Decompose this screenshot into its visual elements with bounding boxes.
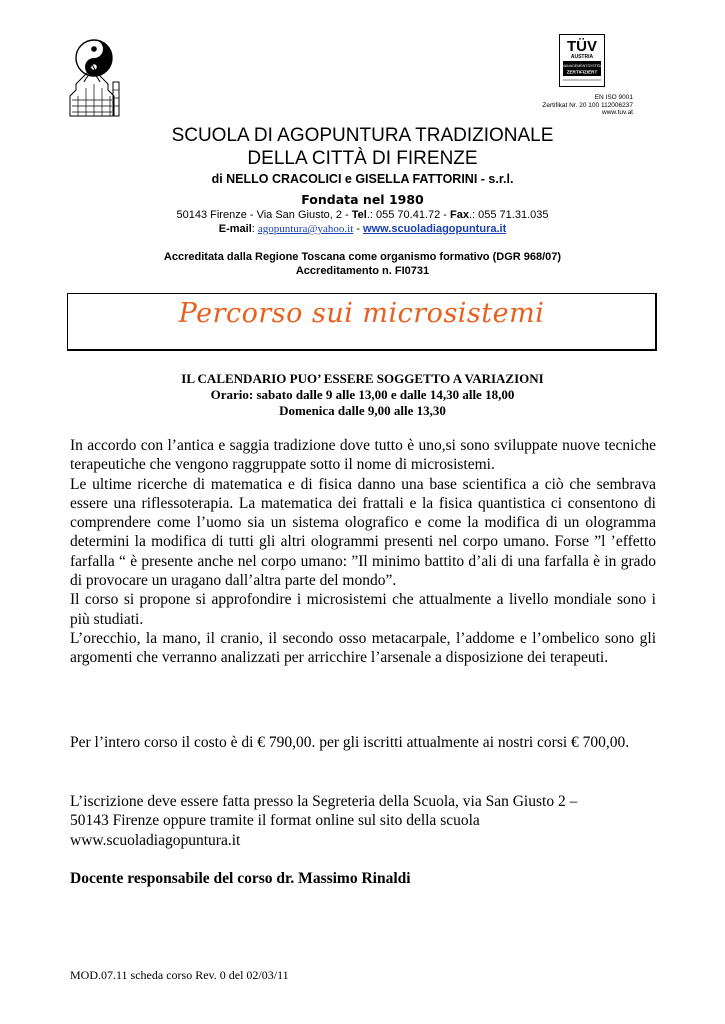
enrollment-website: www.scuoladiagopuntura.it: [70, 831, 241, 849]
tuv-badge-line1: MANAGEMENTSYSTEM: [561, 64, 603, 68]
tel-label: Tel: [351, 209, 367, 221]
email-link[interactable]: agopuntura@yahoo.it: [257, 223, 354, 235]
address-street: 50143 Firenze - Via San Giusto, 2 -: [176, 209, 352, 221]
enrollment-info: [70, 792, 656, 850]
course-description: [70, 436, 656, 668]
paragraph-intro: In accordo con l’antica e saggia tradizione dove tutto è uno,si sono sviluppate nuove tecniche terapeutiche che vengono raggruppate sotto il nome di microsistemi.: [70, 437, 656, 474]
school-address: [0, 209, 725, 221]
accreditation-line2: Accreditamento n. FI0731: [295, 265, 430, 277]
calendar-notice: IL CALENDARIO PUO’ ESSERE SOGGETTO A VARIAZIONI: [181, 371, 544, 386]
email-label: E-mail: [218, 223, 252, 235]
document-footer: MOD.07.11 scheda corso Rev. 0 del 02/03/11: [70, 968, 289, 982]
tuv-certification-logo: [559, 34, 605, 87]
tuv-country: AUSTRIA: [570, 54, 594, 60]
tuv-brand: TÜV: [567, 38, 597, 55]
tuv-certificate-number: Zertifikat Nr. 20 100 112006237: [542, 101, 633, 109]
enrollment-line1: L’iscrizione deve essere fatta presso la Segreteria della Scuola, via San Giusto 2 –: [70, 793, 578, 810]
school-owners: di NELLO CRACOLICI e GISELLA FATTORINI - s.r.l.: [211, 172, 514, 186]
enrollment-line2: 50143 Firenze oppure tramite il format online sul sito della scuola: [70, 812, 480, 830]
school-logo: [66, 38, 126, 118]
paragraph-goal: Il corso si propone si approfondire i microsistemi che attualmente a livello mondiale sono i più studiati.: [70, 591, 656, 628]
founded-year: Fondata nel 1980: [301, 192, 424, 207]
course-title: Percorso sui microsistemi: [178, 298, 545, 329]
contact-dash: -: [353, 223, 364, 235]
tuv-iso: EN ISO 9001: [594, 94, 633, 101]
course-cost: Per l’intero corso il costo è di € 790,00. per gli iscritti attualmente ai nostri corsi € 700,00.: [70, 734, 630, 751]
paragraph-topics: L’orecchio, la mano, il cranio, il secondo osso metacarpale, l’addome e l’ombelico sono gli argomenti che verranno analizzati per arricchire l’arsenale a disposizione dei terapeuti.: [70, 629, 656, 667]
tuv-url: www.tuv.at: [602, 109, 633, 117]
fax-value: .: 055 71.31.035: [468, 209, 549, 221]
school-name-line1: SCUOLA DI AGOPUNTURA TRADIZIONALE: [171, 125, 554, 146]
tel-value: .: 055 70.41.72 -: [366, 209, 451, 221]
hours-saturday: Orario: sabato dalle 9 alle 13,00 e dalle 14,30 alle 18,00: [210, 387, 515, 402]
tuv-badge-line2: ZERTIFIZIERT: [566, 69, 598, 75]
course-title-box: [67, 293, 657, 351]
fax-label: Fax: [450, 209, 469, 221]
accreditation-line1: Accreditata dalla Regione Toscana come organismo formativo (DGR 968/07): [163, 251, 562, 263]
tuv-certificate-info: [521, 94, 633, 117]
hours-sunday: Domenica dalle 9,00 alle 13,30: [279, 403, 446, 418]
school-name-line2: DELLA CITTÀ DI FIRENZE: [247, 148, 478, 169]
email-separator: :: [251, 223, 258, 235]
website-link[interactable]: www.scuoladiagopuntura.it: [363, 223, 507, 235]
paragraph-research: Le ultime ricerche di matematica e di fisica danno una base scientifica a ciò che sembrava essere una riflessoterapia. La matematica dei frattali e la fisica quantistica ci consentono di comprendere come l’uomo sia un sistema olografico e come la modifica di un ologramma determini la modifica di tutti gli altri ologrammi presenti nel corpo umano. Forse ”l ’effetto farfalla “ è presente anche nel corpo umano: ”Il minimo battito d’ali di una farfalla è in grado di provocare un uragano dall’altra parte del mondo”.: [70, 475, 656, 590]
contact-line: [0, 223, 725, 235]
course-teacher: Docente responsabile del corso dr. Massimo Rinaldi: [70, 870, 411, 887]
